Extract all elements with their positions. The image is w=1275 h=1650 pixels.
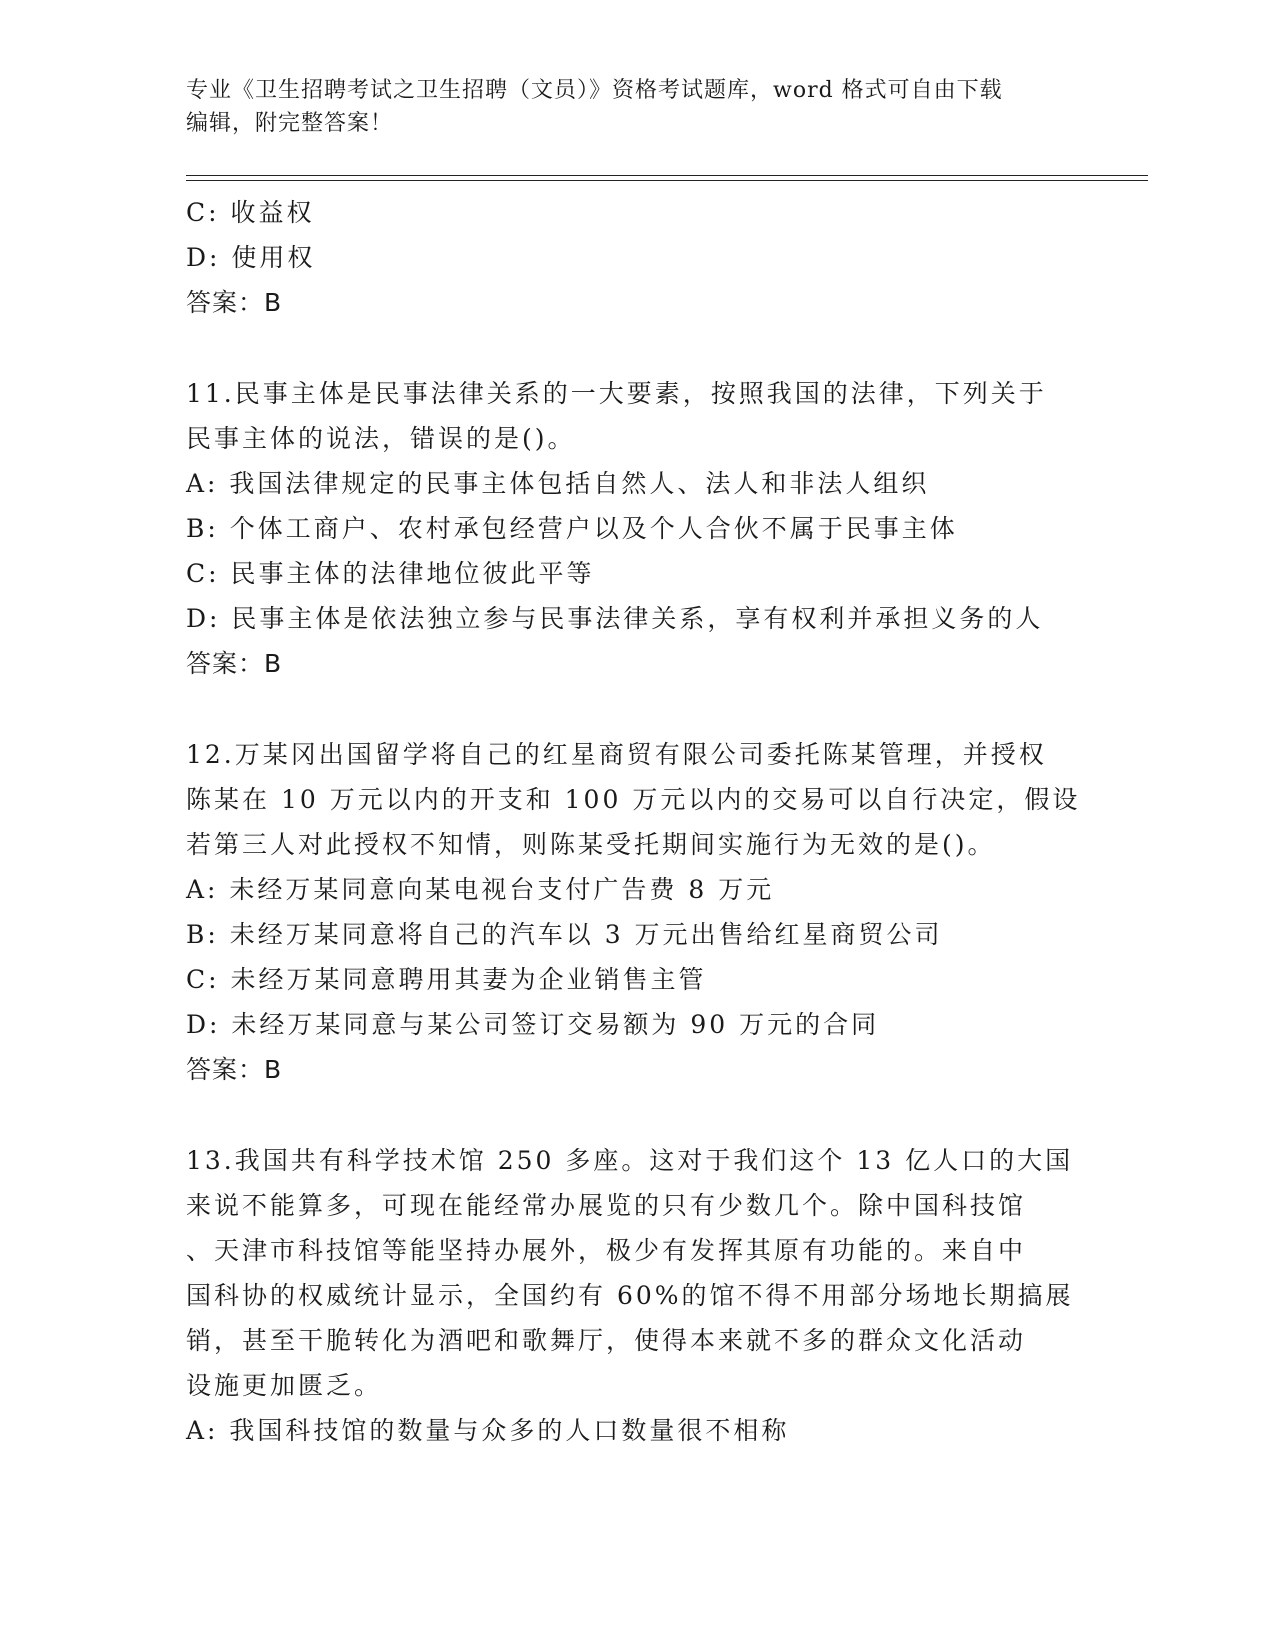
- question-13: [186, 1138, 1086, 1453]
- option-b: B: 个体工商户、农村承包经营户以及个人合伙不属于民事主体: [186, 514, 958, 543]
- answer: 答案：B: [186, 1055, 283, 1084]
- answer: 答案：B: [186, 649, 283, 678]
- question-stem: 来说不能算多，可现在能经常办展览的只有少数几个。除中国科技馆: [186, 1191, 1027, 1220]
- question-stem: 陈某在 10 万元以内的开支和 100 万元以内的交易可以自行决定，假设: [186, 785, 1081, 814]
- question-stem: 11.民事主体是民事法律关系的一大要素，按照我国的法律，下列关于: [186, 379, 1047, 408]
- option-c: C: 收益权: [186, 198, 315, 227]
- option-a: A: 未经万某同意向某电视台支付广告费 8 万元: [186, 875, 775, 904]
- header-title-line-1: 专业《卫生招聘考试之卫生招聘（文员）》资格考试题库，word 格式可自由下载: [186, 78, 1003, 103]
- option-d: D: 未经万某同意与某公司签订交易额为 90 万元的合同: [186, 1010, 880, 1039]
- spacer: [186, 686, 1086, 732]
- option-c: C: 民事主体的法律地位彼此平等: [186, 559, 595, 588]
- question-stem: 13.我国共有科学技术馆 250 多座。这对于我们这个 13 亿人口的大国: [186, 1146, 1074, 1175]
- question-list: [186, 190, 1086, 1453]
- option-c: C: 未经万某同意聘用其妻为企业销售主管: [186, 965, 707, 994]
- answer: 答案：B: [186, 288, 283, 317]
- question-10-tail: [186, 190, 1086, 325]
- option-d: D: 民事主体是依法独立参与民事法律关系，享有权利并承担义务的人: [186, 604, 1044, 633]
- question-stem: 设施更加匮乏。: [186, 1371, 383, 1400]
- question-stem: 12.万某冈出国留学将自己的红星商贸有限公司委托陈某管理，并授权: [186, 740, 1047, 769]
- header-double-rule: [186, 175, 1148, 181]
- question-stem: 民事主体的说法，错误的是()。: [186, 424, 576, 453]
- option-a: A: 我国科技馆的数量与众多的人口数量很不相称: [186, 1416, 790, 1445]
- question-stem: 国科协的权威统计显示，全国约有 60%的馆不得不用部分场地长期搞展: [186, 1281, 1074, 1310]
- header-title-line-2: 编辑，附完整答案！: [186, 111, 394, 136]
- question-stem: 销，甚至干脆转化为酒吧和歌舞厅，使得本来就不多的群众文化活动: [186, 1326, 1027, 1355]
- question-12: [186, 732, 1086, 1092]
- spacer: [186, 325, 1086, 371]
- option-b: B: 未经万某同意将自己的汽车以 3 万元出售给红星商贸公司: [186, 920, 943, 949]
- question-11: [186, 371, 1086, 686]
- question-stem: 、天津市科技馆等能坚持办展外，极少有发挥其原有功能的。来自中: [186, 1236, 1027, 1265]
- question-stem: 若第三人对此授权不知情，则陈某受托期间实施行为无效的是()。: [186, 830, 996, 859]
- option-a: A: 我国法律规定的民事主体包括自然人、法人和非法人组织: [186, 469, 930, 498]
- option-d: D: 使用权: [186, 243, 316, 272]
- spacer: [186, 1092, 1086, 1138]
- document-header: [186, 74, 1086, 140]
